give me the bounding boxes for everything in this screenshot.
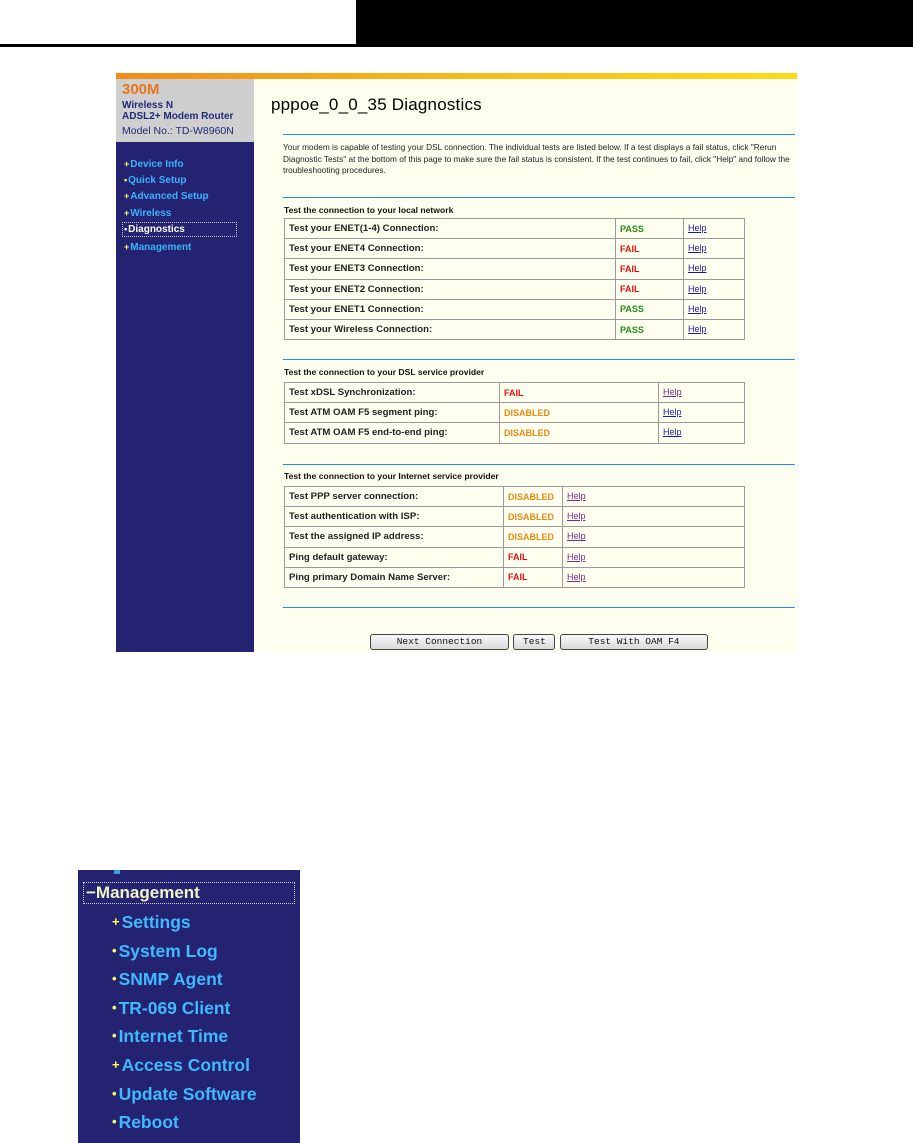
table-row: [285, 383, 745, 403]
divider: [283, 607, 795, 608]
table-row: [285, 299, 745, 319]
help-link[interactable]: Help: [663, 387, 682, 398]
status-badge: DISABLED: [504, 507, 563, 527]
status-badge: PASS: [616, 319, 684, 339]
bullet-icon: •: [112, 999, 117, 1015]
submenu-item-label: SNMP Agent: [118, 969, 223, 990]
section-title-dsl: Test the connection to your DSL service provider: [284, 367, 485, 377]
test-label: Test your ENET3 Connection:: [285, 259, 616, 279]
status-badge: FAIL: [504, 547, 563, 567]
test-label: Test your ENET(1-4) Connection:: [285, 219, 616, 239]
help-cell: [684, 239, 745, 259]
intro-text: Your modem is capable of testing your DSL connection. The individual tests are listed below. If a test displays a fail status, click "Rerun Diagnostic Tests" at the bottom of this page to make sure the fail status is consistent. If the test continues to fail, click "Help" and follow the troubleshooting procedures.: [283, 142, 790, 175]
submenu-item-label: TR-069 Client: [118, 997, 231, 1018]
expand-plus-icon: +: [124, 191, 130, 202]
table-row: [285, 507, 745, 527]
help-link[interactable]: Help: [688, 324, 707, 335]
expand-plus-icon: +: [124, 159, 130, 169]
management-menu-header[interactable]: −Management: [83, 882, 295, 904]
test-label: Test the assigned IP address:: [285, 527, 504, 547]
help-link[interactable]: Help: [567, 571, 586, 582]
help-link[interactable]: Help: [567, 511, 586, 522]
router-screenshot: [116, 73, 797, 652]
submenu-item-label: Access Control: [121, 1054, 250, 1075]
submenu-item-internet-time[interactable]: [78, 1026, 257, 1055]
sidebar-item-advanced-setup[interactable]: [124, 188, 237, 204]
table-row: [285, 547, 745, 567]
help-link[interactable]: Help: [663, 427, 682, 438]
cropped-item-fragment: [114, 870, 120, 874]
help-cell: [563, 487, 745, 507]
main-content: [254, 79, 797, 652]
help-link[interactable]: Help: [688, 223, 707, 234]
bullet-icon: •: [112, 1085, 117, 1101]
expand-plus-icon: +: [112, 914, 120, 929]
test-label: Test your ENET4 Connection:: [285, 239, 616, 259]
submenu-item-label: Update Software: [118, 1083, 257, 1104]
help-cell: [659, 403, 745, 423]
test-label: Test your ENET1 Connection:: [285, 299, 616, 319]
table-row: [285, 319, 745, 339]
test-label: Test xDSL Synchronization:: [285, 383, 500, 403]
test-button[interactable]: Test: [513, 634, 555, 650]
page-title: pppoe_0_0_35 Diagnostics: [271, 95, 482, 114]
status-badge: DISABLED: [500, 423, 659, 443]
table-row: [285, 239, 745, 259]
bullet-icon: •: [124, 175, 128, 186]
sidebar-menu: [124, 156, 237, 255]
test-label: Test your ENET2 Connection:: [285, 279, 616, 299]
help-link[interactable]: Help: [567, 491, 586, 502]
isp-table: [284, 486, 745, 588]
help-cell: [684, 279, 745, 299]
sidebar-item-label: Wireless: [130, 207, 172, 219]
sidebar-item-diagnostics[interactable]: [122, 222, 237, 237]
brand-speed: 300M: [122, 81, 160, 98]
help-cell: [684, 259, 745, 279]
section-title-isp: Test the connection to your Internet service provider: [284, 471, 499, 481]
help-link[interactable]: Help: [688, 243, 707, 254]
brand-box: [116, 79, 254, 142]
status-badge: DISABLED: [500, 403, 659, 423]
test-label: Test ATM OAM F5 segment ping:: [285, 403, 500, 423]
table-row: [285, 259, 745, 279]
status-badge: DISABLED: [504, 527, 563, 547]
submenu-item-label: Settings: [121, 912, 191, 932]
help-cell: [684, 219, 745, 239]
submenu-item-access-control[interactable]: [78, 1055, 257, 1084]
submenu-item-reboot[interactable]: [78, 1112, 257, 1141]
status-badge: FAIL: [504, 567, 563, 587]
test-label: Test your Wireless Connection:: [285, 319, 616, 339]
help-link[interactable]: Help: [688, 263, 707, 274]
sidebar-item-quick-setup[interactable]: [124, 172, 237, 188]
status-badge: PASS: [616, 219, 684, 239]
test-label: Test authentication with ISP:: [285, 507, 504, 527]
help-cell: [563, 507, 745, 527]
submenu-item-system-log[interactable]: [78, 941, 257, 970]
submenu-item-label: System Log: [118, 940, 218, 961]
status-badge: FAIL: [616, 239, 684, 259]
status-badge: FAIL: [500, 383, 659, 403]
brand-wireless: Wireless N: [122, 100, 174, 111]
help-link[interactable]: Help: [663, 407, 682, 418]
dsl-provider-table: [284, 382, 745, 444]
status-badge: FAIL: [616, 279, 684, 299]
table-row: [285, 487, 745, 507]
bullet-icon: •: [124, 223, 128, 234]
divider: [283, 464, 795, 465]
status-badge: PASS: [616, 299, 684, 319]
help-cell: [563, 527, 745, 547]
manual-header-bar: [356, 0, 913, 44]
expand-plus-icon: +: [124, 241, 130, 252]
table-row: [285, 279, 745, 299]
submenu-item-snmp-agent[interactable]: [78, 969, 257, 998]
sidebar-item-label: Advanced Setup: [130, 191, 209, 203]
management-submenu: [78, 912, 257, 1141]
expand-plus-icon: +: [112, 1056, 120, 1072]
table-row: [285, 219, 745, 239]
sidebar-item-wireless[interactable]: [124, 205, 237, 221]
divider: [283, 197, 795, 198]
submenu-item-label: Reboot: [118, 1112, 179, 1133]
sidebar-item-label: Device Info: [130, 159, 184, 170]
submenu-item-tr069-client[interactable]: [78, 998, 257, 1027]
table-row: [285, 527, 745, 547]
sidebar: [116, 79, 254, 652]
divider: [283, 134, 795, 135]
test-with-oam-f4-button[interactable]: Test With OAM F4: [560, 634, 708, 650]
bullet-icon: •: [112, 1028, 117, 1044]
submenu-item-label: Internet Time: [118, 1026, 229, 1047]
sidebar-item-management[interactable]: [124, 239, 237, 255]
button-row: [370, 634, 708, 652]
table-row: [285, 403, 745, 423]
section-title-local: Test the connection to your local network: [284, 205, 454, 215]
test-label: Ping primary Domain Name Server:: [285, 567, 504, 587]
sidebar-item-label: Management: [130, 241, 192, 253]
submenu-item-update-software[interactable]: [78, 1084, 257, 1113]
expand-plus-icon: +: [124, 207, 130, 218]
test-label: Test PPP server connection:: [285, 487, 504, 507]
bullet-icon: •: [112, 942, 117, 958]
help-link[interactable]: Help: [688, 303, 707, 314]
table-row: [285, 567, 745, 587]
bullet-icon: •: [112, 971, 117, 987]
sidebar-item-device-info[interactable]: [124, 156, 237, 172]
help-cell: [659, 423, 745, 443]
help-link[interactable]: Help: [567, 551, 586, 562]
brand-product: ADSL2+ Modem Router: [122, 111, 234, 122]
help-cell: [659, 383, 745, 403]
bullet-icon: •: [112, 1114, 117, 1130]
sidebar-item-label: Diagnostics: [128, 223, 185, 235]
test-label: Test ATM OAM F5 end-to-end ping:: [285, 423, 500, 443]
status-badge: DISABLED: [504, 487, 563, 507]
divider: [283, 359, 795, 360]
help-cell: [563, 547, 745, 567]
test-label: Ping default gateway:: [285, 547, 504, 567]
status-badge: FAIL: [616, 259, 684, 279]
help-link[interactable]: Help: [567, 531, 586, 542]
local-network-table: [284, 218, 745, 340]
sidebar-item-label: Quick Setup: [128, 175, 187, 187]
help-cell: [684, 299, 745, 319]
help-cell: [563, 567, 745, 587]
manual-header-rule: [0, 44, 913, 47]
management-menu-zoom: [78, 870, 300, 1143]
next-connection-button[interactable]: Next Connection: [370, 634, 509, 650]
help-cell: [684, 319, 745, 339]
help-link[interactable]: Help: [688, 283, 707, 294]
brand-model: Model No.: TD-W8960N: [122, 125, 234, 137]
table-row: [285, 423, 745, 443]
submenu-item-settings[interactable]: [78, 912, 257, 941]
